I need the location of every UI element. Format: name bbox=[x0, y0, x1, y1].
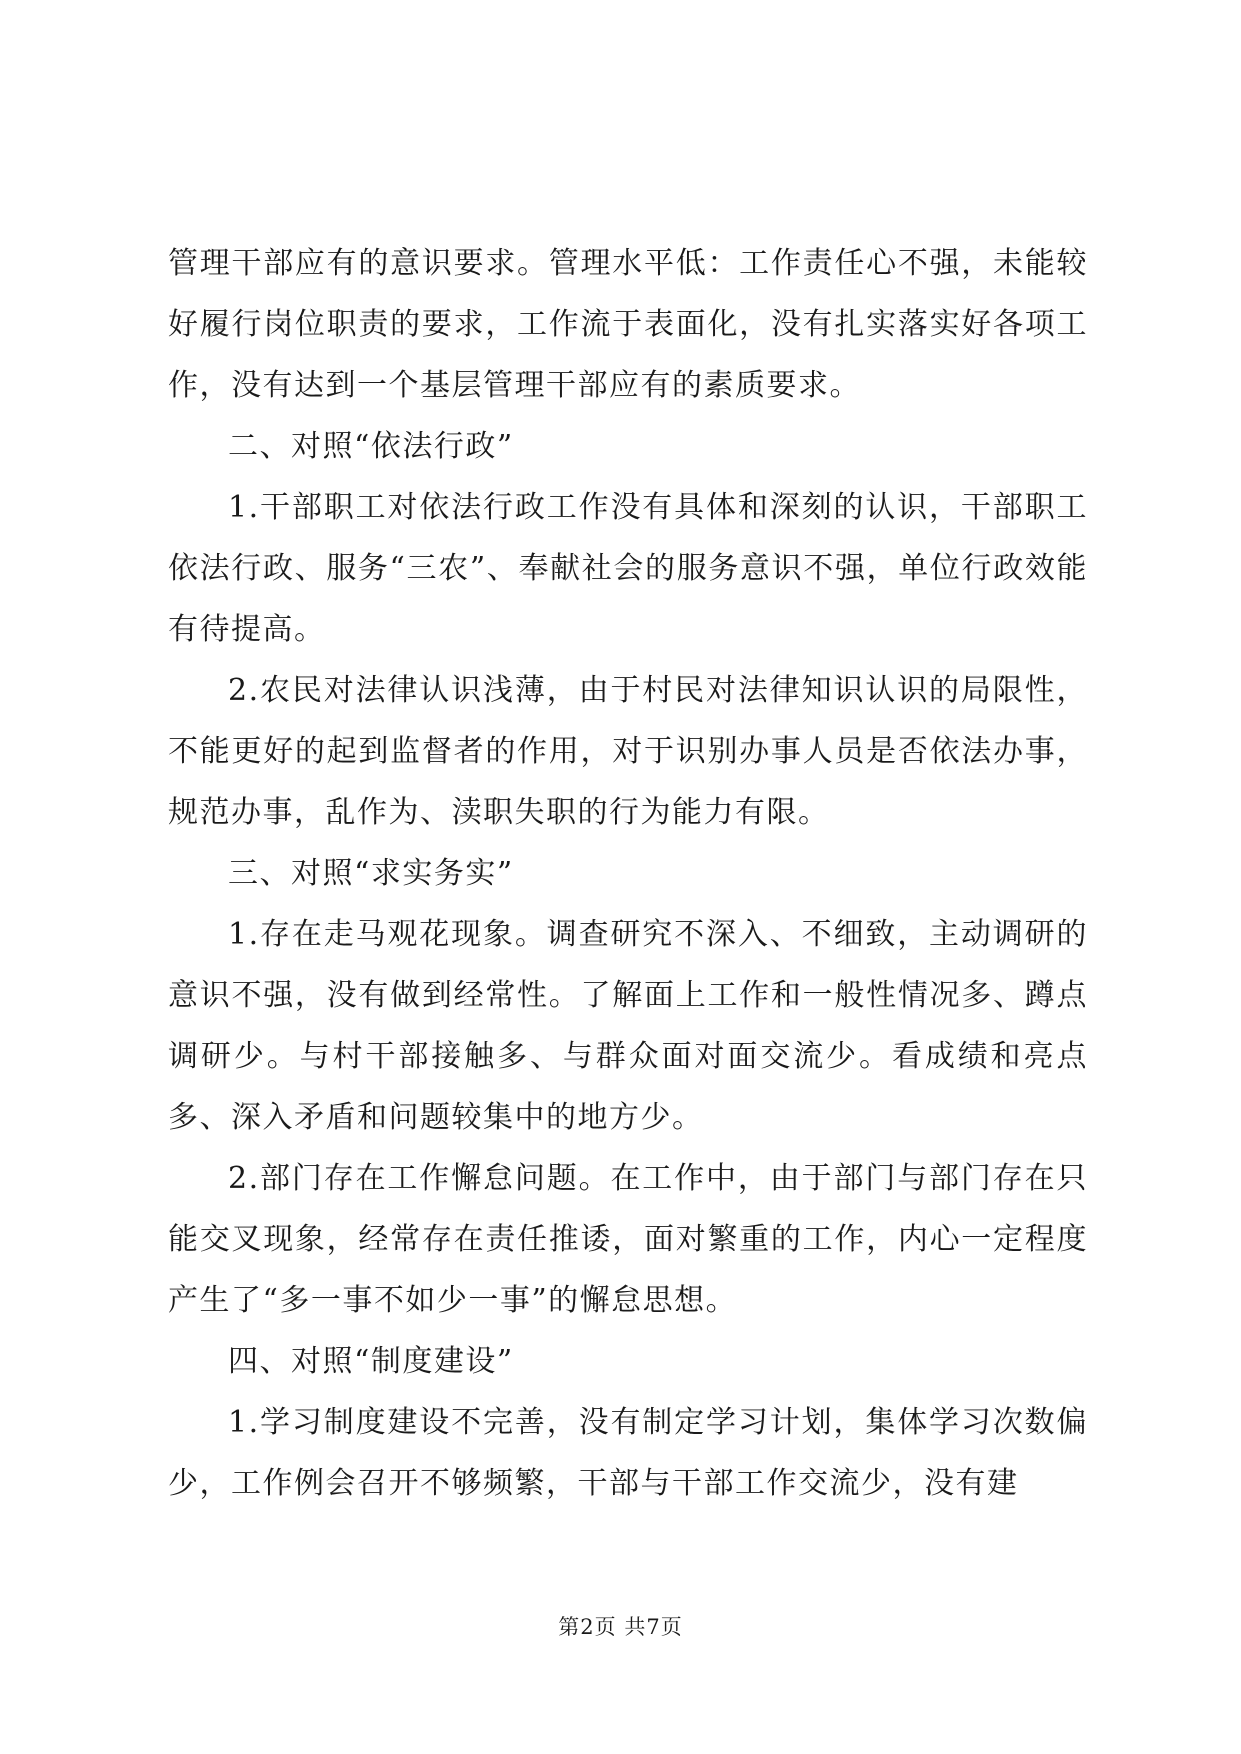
page-number-footer: 第2页 共7页 bbox=[558, 1615, 683, 1639]
section-heading-2: 二、对照“依法行政” bbox=[228, 429, 514, 464]
paragraph-2-1: 1.干部职工对依法行政工作没有具体和深刻的认识，干部职工依法行政、服务“三农”、奉献社会的服务意识不强，单位行政效能有待提高。 bbox=[168, 490, 1088, 647]
paragraph-4-1: 1.学习制度建设不完善，没有制定学习计划，集体学习次数偏少，工作例会召开不够频繁，干部与干部工作交流少，没有建 bbox=[168, 1405, 1088, 1501]
section-heading-3: 三、对照“求实务实” bbox=[228, 856, 514, 891]
paragraph-3-1: 1.存在走马观花现象。调查研究不深入、不细致，主动调研的意识不强，没有做到经常性。了解面上工作和一般性情况多、蹲点调研少。与村干部接触多、与群众面对面交流少。看成绩和亮点多、深入矛盾和问题较集中的地方少。 bbox=[168, 917, 1088, 1135]
paragraph-continuation: 管理干部应有的意识要求。管理水平低：工作责任心不强，未能较好履行岗位职责的要求，工作流于表面化，没有扎实落实好各项工作，没有达到一个基层管理干部应有的素质要求。 bbox=[168, 246, 1088, 403]
section-heading-4: 四、对照“制度建设” bbox=[228, 1344, 514, 1379]
document-body bbox=[168, 233, 1088, 1514]
paragraph-2-2: 2.农民对法律认识浅薄，由于村民对法律知识认识的局限性，不能更好的起到监督者的作用，对于识别办事人员是否依法办事，规范办事，乱作为、渎职失职的行为能力有限。 bbox=[168, 673, 1088, 830]
paragraph-3-2: 2.部门存在工作懈怠问题。在工作中，由于部门与部门存在只能交叉现象，经常存在责任推诿，面对繁重的工作，内心一定程度产生了“多一事不如少一事”的懈怠思想。 bbox=[168, 1161, 1088, 1318]
